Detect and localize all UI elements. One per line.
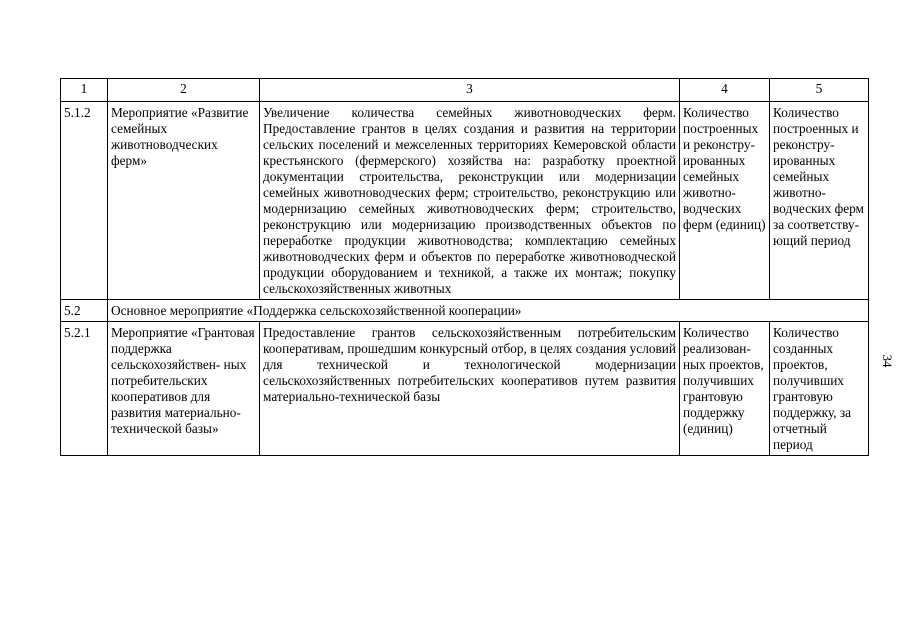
header-cell-5: 5: [770, 79, 869, 102]
page-number: 34: [880, 354, 895, 368]
target-cell: Количество построенных и реконстру- ированных семейных животно- водческих ферм за соответству- ющий период: [770, 102, 869, 300]
measure-description: Предоставление грантов сельскохозяйственным потребительским кооперативам, прошедшим конкурсный отбор, в целях создания условий для технической и технологической модернизации сельскохозяйственных потребительских кооперативов путем развития материально-технической базы: [260, 322, 680, 456]
header-cell-3: 3: [260, 79, 680, 102]
section-title: Основное мероприятие «Поддержка сельскохозяйственной кооперации»: [108, 300, 869, 322]
header-cell-4: 4: [680, 79, 770, 102]
indicator-cell: Количество построенных и реконстру- ированных семейных животно- водческих ферм (единиц): [680, 102, 770, 300]
table-row: [61, 102, 869, 300]
target-cell: Количество созданных проектов, получивших грантовую поддержку, за отчетный период: [770, 322, 869, 456]
program-table: [60, 78, 869, 456]
table-header-row: [61, 79, 869, 102]
table-row: [61, 322, 869, 456]
row-number: 5.1.2: [61, 102, 108, 300]
row-number: 5.2.1: [61, 322, 108, 456]
measure-description: Увеличение количества семейных животноводческих ферм. Предоставление грантов в целях создания и развития на территории сельских поселений и межселенных территориях Кемеровской области крестьянского (фермерского) хозяйства на: разработку проектной документации строительства, реконструкции или модернизации семейных животноводческих ферм; строительство, реконструкцию или модернизацию семейных животноводческих ферм; строительство, реконструкцию или модернизацию производственных объектов по переработке продукции животноводства; комплектацию семейных животноводческих ферм и объектов по переработке животноводческой продукции оборудованием и техникой, а также их монтаж; покупку сельскохозяйственных животных: [260, 102, 680, 300]
measure-name: Мероприятие «Развитие семейных животноводческих ферм»: [108, 102, 260, 300]
measure-name: Мероприятие «Грантовая поддержка сельскохозяйствен- ных потребительских кооперативов для развития материально- технической базы»: [108, 322, 260, 456]
header-cell-1: 1: [61, 79, 108, 102]
row-number: 5.2: [61, 300, 108, 322]
table-row: [61, 300, 869, 322]
indicator-cell: Количество реализован- ных проектов, получивших грантовую поддержку (единиц): [680, 322, 770, 456]
header-cell-2: 2: [108, 79, 260, 102]
